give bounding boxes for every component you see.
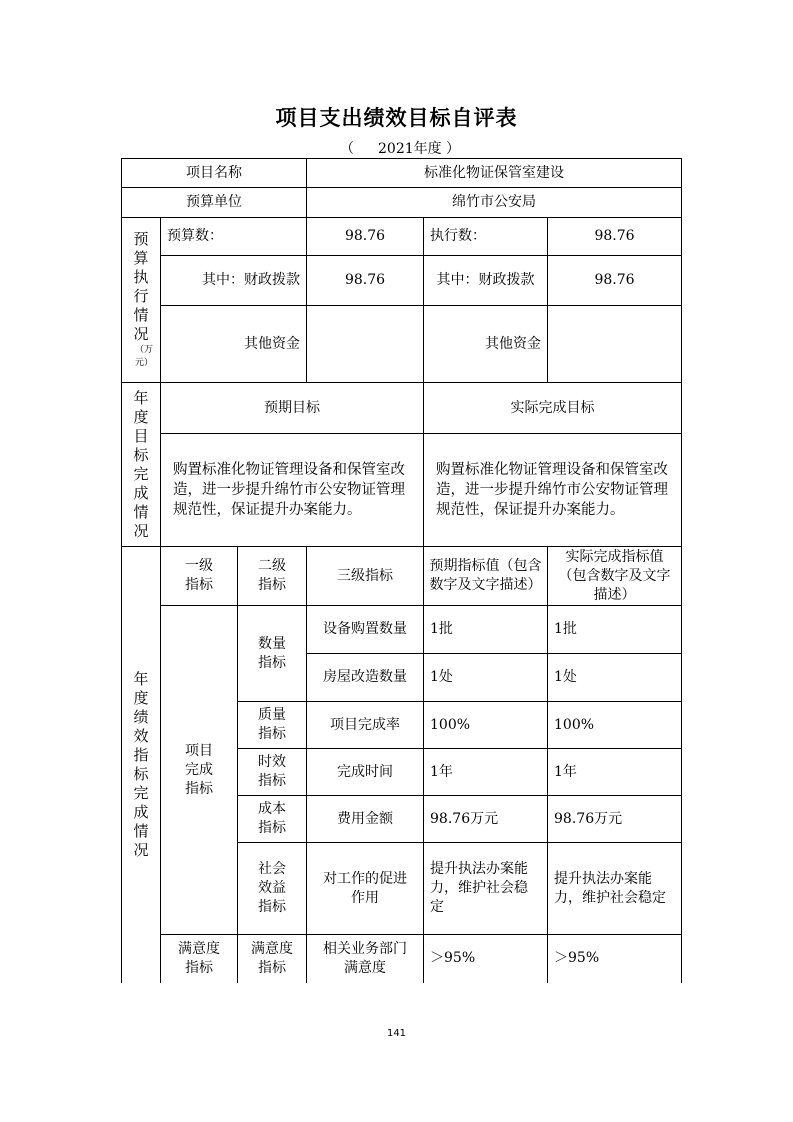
cost-amount-actual: 98.76万元 bbox=[548, 796, 682, 843]
document-title: 项目支出绩效目标自评表 bbox=[275, 106, 518, 130]
actual-value-header: 实际完成指标值（包含数字及文字描述） bbox=[548, 547, 682, 606]
year-open-paren: （ bbox=[340, 141, 354, 157]
satisfaction-expected: ＞95% bbox=[424, 935, 548, 983]
budget-unit-value: 绵竹市公安局 bbox=[307, 188, 682, 218]
completion-time-actual: 1年 bbox=[548, 749, 682, 796]
project-completion-label: 项目完成指标 bbox=[161, 606, 238, 935]
budget-unit-note: （万元） bbox=[135, 345, 154, 368]
renovation-actual: 1处 bbox=[548, 654, 682, 702]
department-satisfaction-label: 相关业务部门满意度 bbox=[307, 935, 424, 983]
other-funds-budget bbox=[307, 306, 424, 383]
equipment-purchase-label: 设备购置数量 bbox=[307, 606, 424, 654]
fiscal-exec-value: 98.76 bbox=[548, 256, 682, 306]
budget-amount-label: 预算数： bbox=[161, 218, 307, 256]
fiscal-exec-label: 其中：财政拨款 bbox=[424, 256, 548, 306]
completion-rate-expected: 100% bbox=[424, 702, 548, 749]
satisfaction-level2-label: 满意度指标 bbox=[238, 935, 307, 983]
work-promotion-actual: 提升执法办案能力，维护社会稳定 bbox=[548, 843, 682, 935]
completion-rate-label: 项目完成率 bbox=[307, 702, 424, 749]
other-funds-exec bbox=[548, 306, 682, 383]
fiscal-budget-value: 98.76 bbox=[307, 256, 424, 306]
exec-amount-label: 执行数： bbox=[424, 218, 548, 256]
annual-goal-section-label bbox=[122, 383, 161, 547]
completion-rate-actual: 100% bbox=[548, 702, 682, 749]
page-number: 141 bbox=[386, 1028, 407, 1039]
quantity-indicator-label: 数量指标 bbox=[238, 606, 307, 702]
renovation-expected: 1处 bbox=[424, 654, 548, 702]
social-benefit-indicator-label: 社会效益指标 bbox=[238, 843, 307, 935]
evaluation-table bbox=[121, 158, 682, 983]
exec-amount-value: 98.76 bbox=[548, 218, 682, 256]
budget-section-label bbox=[122, 218, 161, 383]
satisfaction-level1-label: 满意度指标 bbox=[161, 935, 238, 983]
actual-goal-header: 实际完成目标 bbox=[424, 383, 682, 434]
year-value: 2021年度 bbox=[378, 141, 442, 157]
project-name-value: 标准化物证保管室建设 bbox=[307, 159, 682, 188]
year-close-paren: ） bbox=[446, 141, 460, 157]
completion-time-label: 完成时间 bbox=[307, 749, 424, 796]
cost-amount-label: 费用金额 bbox=[307, 796, 424, 843]
work-promotion-label: 对工作的促进作用 bbox=[307, 843, 424, 935]
expected-goal-text: 购置标准化物证管理设备和保管室改造，进一步提升绵竹市公安物证管理规范性，保证提升办案能力。 bbox=[161, 434, 424, 547]
equipment-expected: 1批 bbox=[424, 606, 548, 654]
expected-goal-header: 预期目标 bbox=[161, 383, 424, 434]
budget-section-text: 预算执行情况 bbox=[133, 230, 149, 343]
work-promotion-expected: 提升执法办案能力，维护社会稳定 bbox=[424, 843, 548, 935]
other-funds-label: 其他资金 bbox=[161, 306, 307, 383]
expected-value-header: 预期指标值（包含数字及文字描述） bbox=[424, 547, 548, 606]
cost-indicator-label: 成本指标 bbox=[238, 796, 307, 843]
budget-amount-value: 98.76 bbox=[307, 218, 424, 256]
timeliness-indicator-label: 时效指标 bbox=[238, 749, 307, 796]
cost-amount-expected: 98.76万元 bbox=[424, 796, 548, 843]
other-funds-exec-label: 其他资金 bbox=[424, 306, 548, 383]
indicators-section-text: 年度绩效指标完成情况 bbox=[133, 669, 149, 859]
level1-header: 一级指标 bbox=[161, 547, 238, 606]
annual-goal-section-text: 年度目标完成情况 bbox=[133, 388, 149, 540]
satisfaction-actual: ＞95% bbox=[548, 935, 682, 983]
level3-header: 三级指标 bbox=[307, 547, 424, 606]
renovation-label: 房屋改造数量 bbox=[307, 654, 424, 702]
quality-indicator-label: 质量指标 bbox=[238, 702, 307, 749]
fiscal-label: 其中：财政拨款 bbox=[161, 256, 307, 306]
equipment-actual: 1批 bbox=[548, 606, 682, 654]
project-name-label: 项目名称 bbox=[122, 159, 307, 188]
level2-header: 二级指标 bbox=[238, 547, 307, 606]
indicators-section-label bbox=[122, 547, 161, 983]
completion-time-expected: 1年 bbox=[424, 749, 548, 796]
actual-goal-text: 购置标准化物证管理设备和保管室改造，进一步提升绵竹市公安物证管理规范性，保证提升办案能力。 bbox=[424, 434, 682, 547]
budget-unit-label: 预算单位 bbox=[122, 188, 307, 218]
